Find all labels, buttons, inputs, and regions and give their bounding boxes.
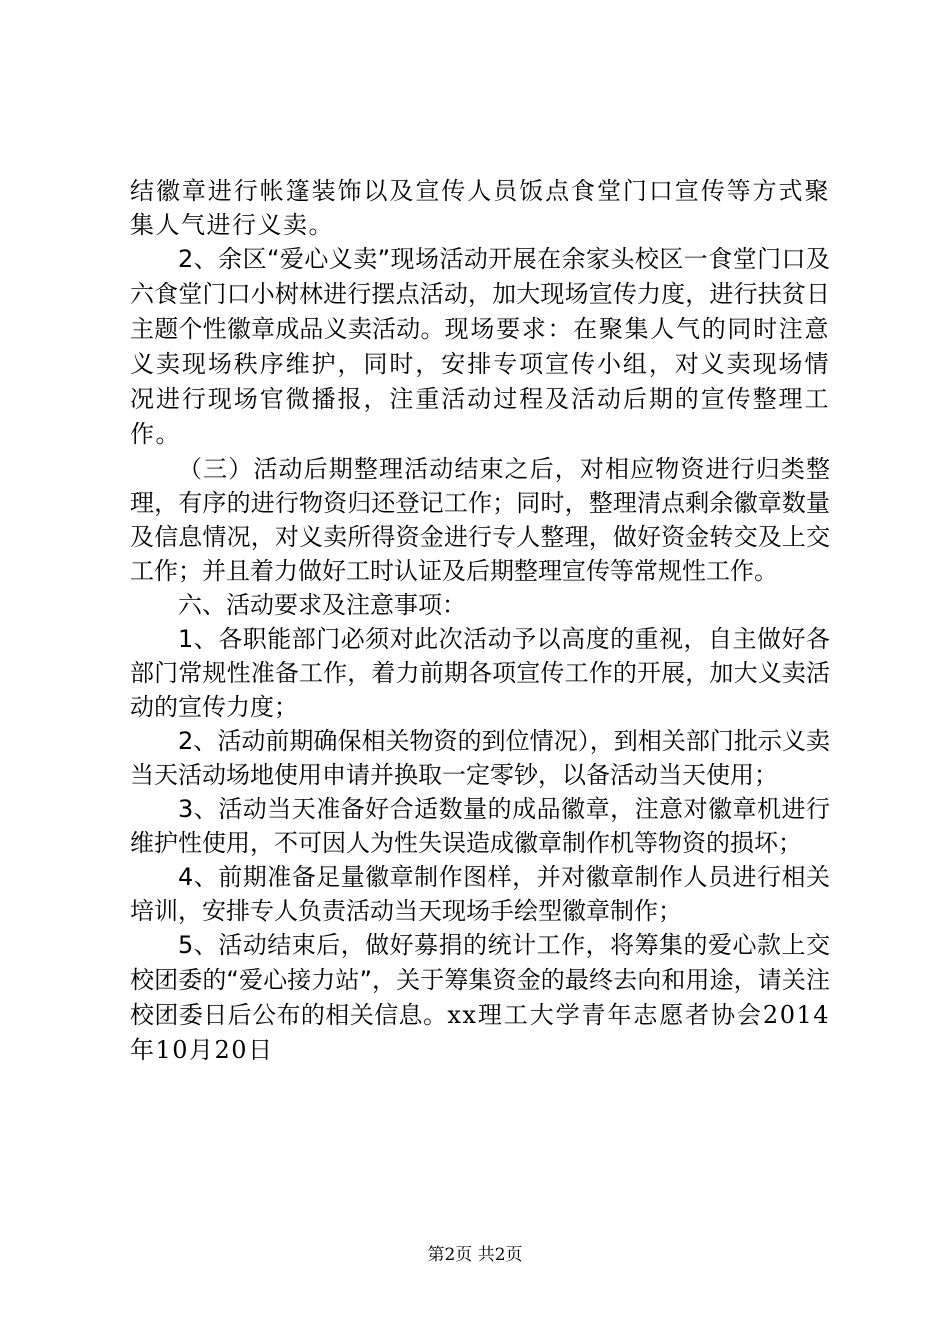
paragraph-banner-decoration: 结徽章进行帐篷装饰以及宣传人员饭点食堂门口宣传等方式聚集人气进行义卖。: [130, 177, 830, 239]
requirement-item-5: [130, 928, 830, 1068]
requirement-item-2: 2、活动前期确保相关物资的到位情况），到相关部门批示义卖当天活动场地使用申请并换取一定零钞，以备活动当天使用；: [130, 727, 830, 789]
paragraph-post-activity-cleanup: （三）活动后期整理活动结束之后，对相应物资进行归类整理，有序的进行物资归还登记工作；同时，整理清点剩余徽章数量及信息情况，对义卖所得资金进行专人整理，做好资金转交及上交工作；并且着力做好工时认证及后期整理宣传等常规性工作。: [130, 455, 830, 585]
yuqu-sale-requirements-text: 现场要求：在聚集人气的同时注意义卖现场秩序维护，同时，安排专项宣传小组，对义卖现场情况进行现场官微播报，注重活动过程及活动后期的宣传整理工作。: [130, 315, 831, 448]
yuqu-sale-activity-text: 2、余区“爱心义卖”现场活动开展在余家头校区一食堂门口及六食堂门口小树林进行摆点活动，加大现场宣传力度，进行扶贫日主题个性徽章成品义卖活动。: [130, 245, 830, 343]
requirement-item-4: 4、前期准备足量徽章制作图样，并对徽章制作人员进行相关培训，安排专人负责活动当天现场手绘型徽章制作；: [130, 863, 830, 925]
requirement-item-5-text: 5、活动结束后，做好募捐的统计工作，将筹集的爱心款上交校团委的“爱心接力站”，关于筹集资金的最终去向和用途，请关注校团委日后公布的相关信息。: [130, 931, 830, 1029]
signature-and-date: xx理工大学青年志愿者协会2014年10月20日: [130, 1001, 831, 1064]
section-heading-requirements: 六、活动要求及注意事项：: [178, 591, 466, 619]
paragraph-yuqu-charity-sale: [130, 242, 830, 452]
requirement-item-1: 1、各职能部门必须对此次活动予以高度的重视，自主做好各部门常规性准备工作，着力前期各项宣传工作的开展，加大义卖活动的宣传力度；: [130, 625, 830, 721]
page-number-footer: 第2页 共2页: [427, 1245, 523, 1265]
document-body: [130, 174, 830, 1068]
requirement-item-3: 3、活动当天准备好合适数量的成品徽章，注意对徽章机进行维护性使用，不可因人为性失误造成徽章制作机等物资的损坏；: [130, 795, 830, 857]
